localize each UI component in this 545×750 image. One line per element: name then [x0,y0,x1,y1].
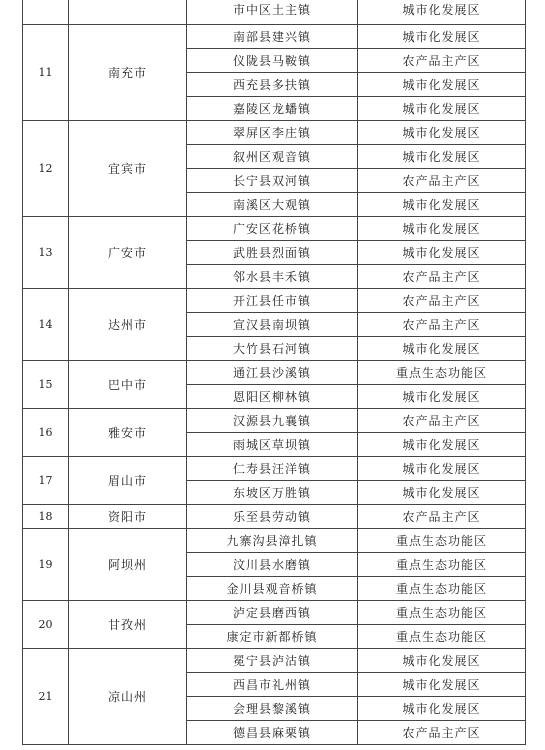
town-cell: 雨城区草坝镇 [187,433,358,457]
row-number-cell: 15 [23,361,69,409]
town-cell: 大竹县石河镇 [187,337,358,361]
town-cell: 金川县观音桥镇 [187,577,358,601]
row-number-cell: 14 [23,289,69,361]
zone-type-cell: 城市化发展区 [358,97,526,121]
town-cell: 广安区花桥镇 [187,217,358,241]
row-number-cell: 20 [23,601,69,649]
zone-type-cell: 城市化发展区 [358,697,526,721]
table-row [23,649,526,673]
zone-type-cell: 城市化发展区 [358,433,526,457]
town-cell: 仁寿县汪洋镇 [187,457,358,481]
zone-type-cell: 城市化发展区 [358,25,526,49]
zone-type-cell: 重点生态功能区 [358,361,526,385]
zone-type-cell: 城市化发展区 [358,457,526,481]
town-cell: 德昌县麻栗镇 [187,721,358,745]
city-cell: 眉山市 [69,457,187,505]
town-cell: 汶川县水磨镇 [187,553,358,577]
zone-type-cell: 城市化发展区 [358,673,526,697]
table-row [23,289,526,313]
town-cell: 南部县建兴镇 [187,25,358,49]
table-row [23,409,526,433]
town-cell: 翠屏区李庄镇 [187,121,358,145]
city-cell: 资阳市 [69,505,187,529]
zone-type-cell: 农产品主产区 [358,313,526,337]
town-cell: 东坡区万胜镇 [187,481,358,505]
table-row [23,601,526,625]
zone-type-cell: 城市化发展区 [358,145,526,169]
zone-type-cell: 重点生态功能区 [358,601,526,625]
town-cell: 通江县沙溪镇 [187,361,358,385]
town-cell: 邻水县丰禾镇 [187,265,358,289]
row-number-cell: 13 [23,217,69,289]
row-number-cell: 18 [23,505,69,529]
table-row [23,505,526,529]
city-cell: 阿坝州 [69,529,187,601]
zone-type-cell: 城市化发展区 [358,193,526,217]
zone-type-cell: 城市化发展区 [358,649,526,673]
row-number-cell: 21 [23,649,69,745]
town-cell: 会理县黎溪镇 [187,697,358,721]
city-cell: 甘孜州 [69,601,187,649]
table-body [23,0,526,745]
zone-type-cell: 农产品主产区 [358,265,526,289]
table-row [23,361,526,385]
city-cell: 雅安市 [69,409,187,457]
town-cell: 西昌市礼州镇 [187,673,358,697]
city-cell: 凉山州 [69,649,187,745]
zone-type-cell: 城市化发展区 [358,241,526,265]
row-number-cell: 12 [23,121,69,217]
town-cell: 长宁县双河镇 [187,169,358,193]
zone-type-cell: 城市化发展区 [358,481,526,505]
city-cell: 宜宾市 [69,121,187,217]
zone-type-cell: 城市化发展区 [358,385,526,409]
city-cell: 南充市 [69,25,187,121]
table-row [23,25,526,49]
town-cell: 市中区土主镇 [187,0,358,25]
zone-type-cell: 重点生态功能区 [358,625,526,649]
table-row [23,457,526,481]
zone-type-cell: 农产品主产区 [358,169,526,193]
zone-type-cell: 城市化发展区 [358,217,526,241]
zone-type-cell: 城市化发展区 [358,121,526,145]
town-cell: 南溪区大观镇 [187,193,358,217]
row-number-cell [23,0,69,25]
city-cell: 广安市 [69,217,187,289]
city-cell [69,0,187,25]
town-cell: 仪陇县马鞍镇 [187,49,358,73]
zone-type-cell: 城市化发展区 [358,337,526,361]
table-row [23,0,526,25]
town-cell: 汉源县九襄镇 [187,409,358,433]
town-cell: 西充县多扶镇 [187,73,358,97]
zone-type-cell: 重点生态功能区 [358,529,526,553]
town-cell: 叙州区观音镇 [187,145,358,169]
town-cell: 乐至县劳动镇 [187,505,358,529]
table-row [23,121,526,145]
zone-type-cell: 重点生态功能区 [358,553,526,577]
row-number-cell: 19 [23,529,69,601]
town-cell: 九寨沟县漳扎镇 [187,529,358,553]
town-cell: 泸定县磨西镇 [187,601,358,625]
town-list-table [22,0,526,745]
zone-type-cell: 城市化发展区 [358,0,526,25]
zone-type-cell: 重点生态功能区 [358,577,526,601]
town-cell: 开江县任市镇 [187,289,358,313]
zone-type-cell: 农产品主产区 [358,409,526,433]
zone-type-cell: 城市化发展区 [358,73,526,97]
zone-type-cell: 农产品主产区 [358,49,526,73]
zone-type-cell: 农产品主产区 [358,721,526,745]
zone-type-cell: 农产品主产区 [358,505,526,529]
town-cell: 康定市新都桥镇 [187,625,358,649]
row-number-cell: 17 [23,457,69,505]
table-row [23,529,526,553]
city-cell: 巴中市 [69,361,187,409]
city-cell: 达州市 [69,289,187,361]
town-cell: 嘉陵区龙蟠镇 [187,97,358,121]
table-row [23,217,526,241]
row-number-cell: 11 [23,25,69,121]
row-number-cell: 16 [23,409,69,457]
zone-type-cell: 农产品主产区 [358,289,526,313]
town-cell: 宣汉县南坝镇 [187,313,358,337]
town-cell: 武胜县烈面镇 [187,241,358,265]
town-cell: 冕宁县泸沽镇 [187,649,358,673]
town-cell: 恩阳区柳林镇 [187,385,358,409]
